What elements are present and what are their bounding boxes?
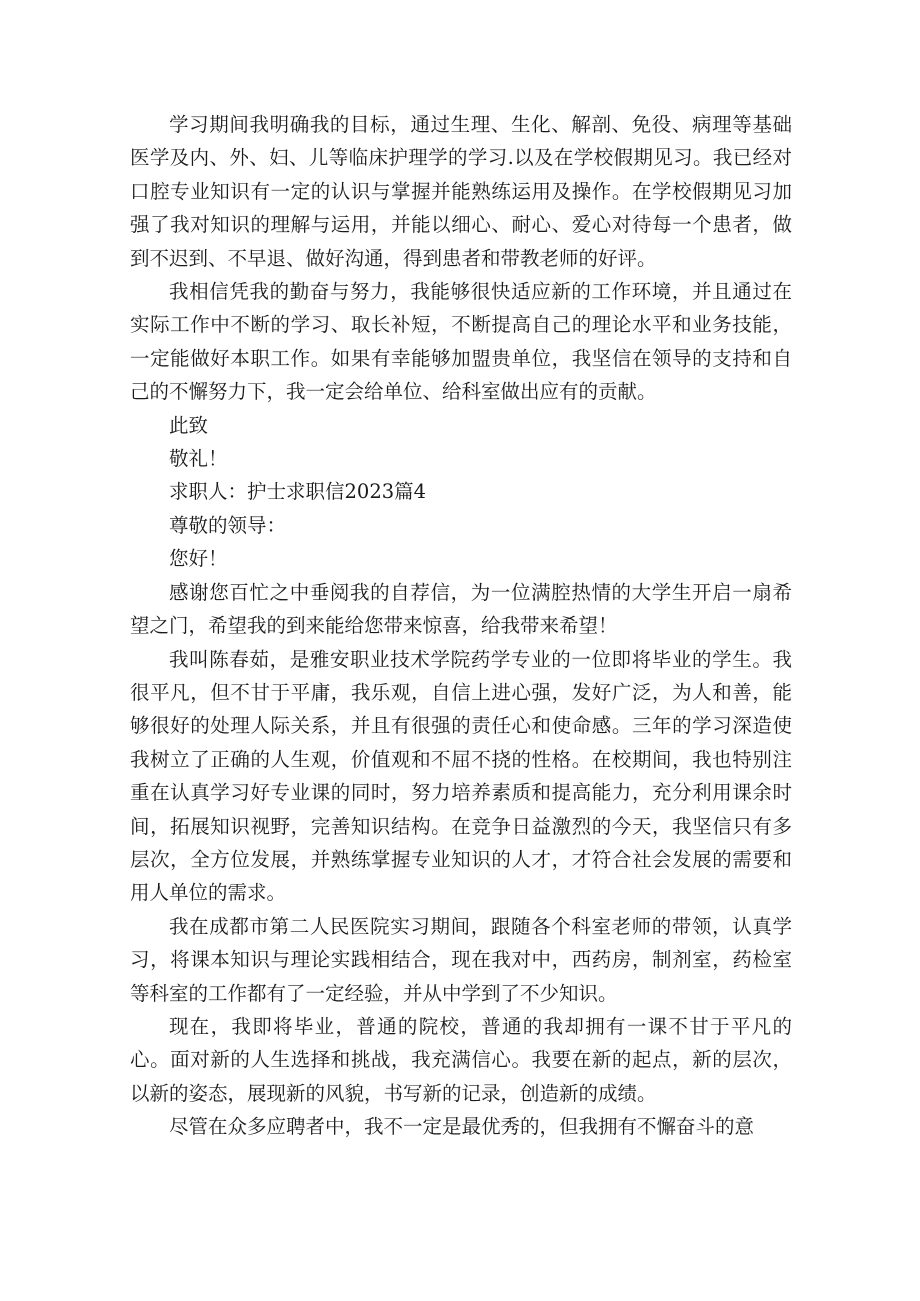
hello-line: 您好！ <box>169 547 228 571</box>
closing-regards: 敬礼！ <box>169 447 228 471</box>
paragraph-confidence: 我相信凭我的勤奋与努力，我能够很快适应新的工作环境，并且通过在实际工作中不断的学习、取长补短，不断提高自己的理论水平和业务技能，一定能做好本职工作。如果有幸能够加盟贵单位，我坚信在领导的支持和自己的不懈努力下，我一定会给单位、给科室做出应有的贡献。 <box>130 280 792 404</box>
greeting: 尊敬的领导： <box>169 513 287 537</box>
paragraph-graduation: 现在，我即将毕业，普通的院校，普通的我却拥有一课不甘于平凡的心。面对新的人生选择和挑战，我充满信心。我要在新的起点，新的层次，以新的姿态，展现新的风貌，书写新的记录，创造新的成绩。 <box>130 1014 792 1105</box>
closing-salutation: 此致 <box>169 413 209 437</box>
signature-heading: 求职人：护士求职信2023篇4 <box>169 480 427 504</box>
paragraph-self-intro: 我叫陈春茹，是雅安职业技术学院药学专业的一位即将毕业的学生。我很平凡，但不甘于平庸，我乐观，自信上进心强，发好广泛，为人和善，能够很好的处理人际关系，并且有很强的责任心和使命感。三年的学习深造使我树立了正确的人生观，价值观和不屈不挠的性格。在校期间，我也特别注重在认真学习好专业课的同时，努力培养素质和提高能力，充分利用课余时间，拓展知识视野，完善知识结构。在竞争日益激烈的今天，我坚信只有多层次，全方位发展，并熟练掌握专业知识的人才，才符合社会发展的需要和用人单位的需求。 <box>130 647 792 905</box>
letter-body <box>130 108 792 1144</box>
paragraph-thanks: 感谢您百忙之中垂阅我的自荐信，为一位满腔热情的大学生开启一扇希望之门，希望我的到来能给您带来惊喜，给我带来希望！ <box>130 580 792 638</box>
paragraph-internship: 我在成都市第二人民医院实习期间，跟随各个科室老师的带领，认真学习，将课本知识与理论实践相结合，现在我对中，西药房，制剂室，药检室等科室的工作都有了一定经验，并从中学到了不少知识。 <box>130 914 792 1005</box>
paragraph-competition: 尽管在众多应聘者中，我不一定是最优秀的，但我拥有不懈奋斗的意 <box>169 1115 755 1139</box>
paragraph-study-goals: 学习期间我明确我的目标，通过生理、生化、解剖、免役、病理等基础医学及内、外、妇、儿等临床护理学的学习.以及在学校假期见习。我已经对口腔专业知识有一定的认识与掌握并能熟练运用及操作。在学校假期见习加强了我对知识的理解与运用，并能以细心、耐心、爱心对待每一个患者，做到不迟到、不早退、做好沟通，得到患者和带教老师的好评。 <box>130 113 792 270</box>
